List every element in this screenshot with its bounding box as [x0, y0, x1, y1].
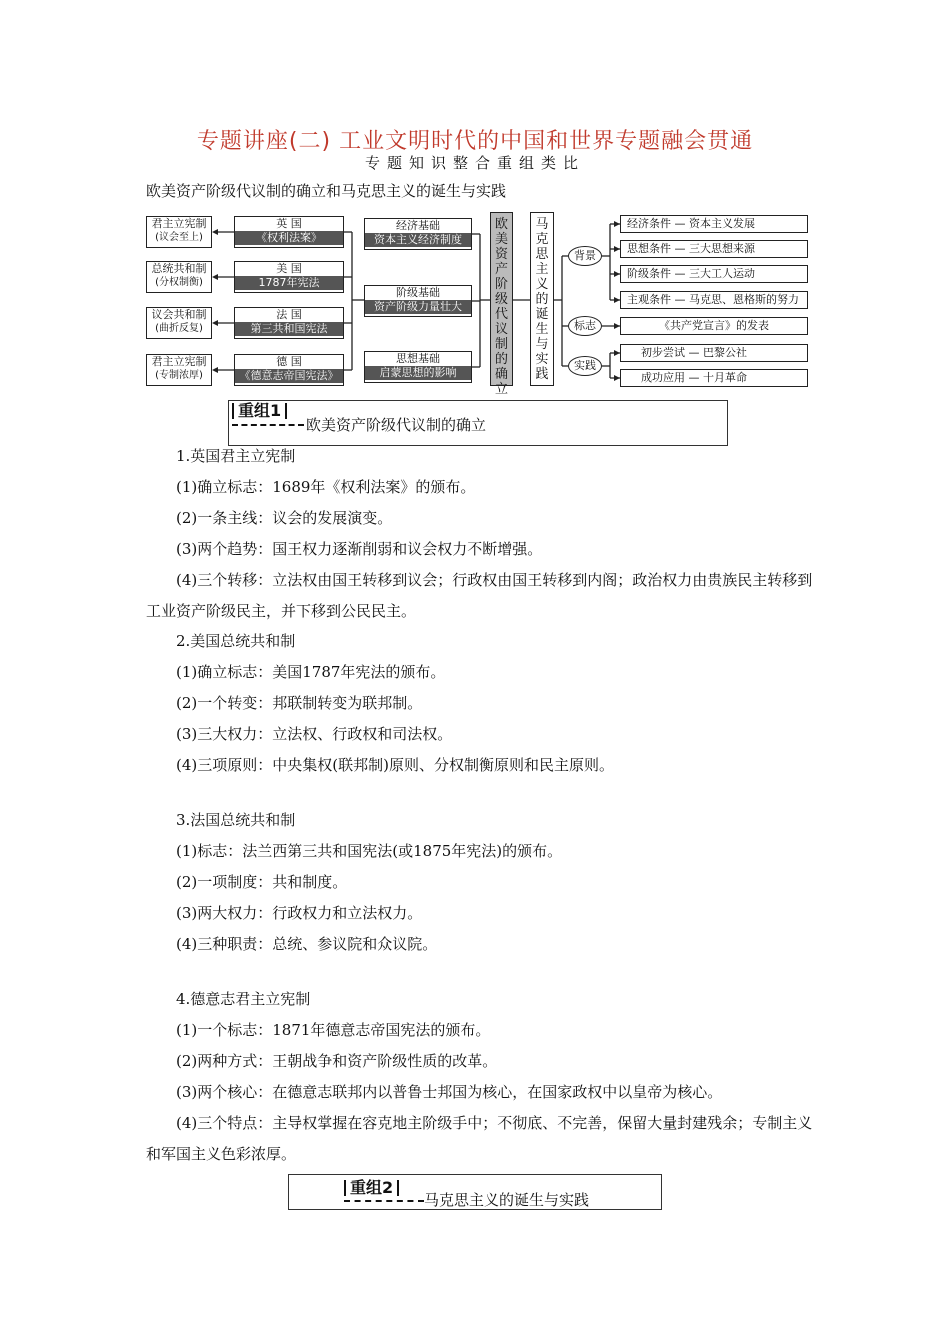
country-document: 1787年宪法: [235, 276, 343, 290]
center-label: 马克思主义的诞生与实践: [535, 217, 549, 382]
system-label: 君主立宪制: [151, 217, 207, 230]
section2-item-4: (4)三项原则：中央集权(联邦制)原则、分权制衡原则和民主原则。: [176, 756, 614, 774]
section1-item-2: (2)一条主线：议会的发展演变。: [176, 509, 393, 527]
country-box-usa: [234, 261, 344, 293]
system-note: (分权制衡): [155, 277, 203, 288]
background-item-class: 阶级条件 — 三大工人运动: [620, 265, 808, 283]
sign-item: 《共产党宣言》的发表: [620, 317, 808, 335]
system-label: 总统共和制: [151, 262, 207, 275]
oval-sign: 标志: [568, 316, 602, 336]
center-representative-system: [490, 212, 513, 397]
country-box-britain: [234, 216, 344, 248]
page-subtitle: 专题知识整合重组类比: [364, 154, 585, 172]
oval-background: 背景: [568, 246, 602, 266]
system-box-germany: [146, 354, 212, 386]
center-label: 欧美资产阶级代议制的确立: [495, 217, 509, 397]
country-box-france: [234, 307, 344, 339]
group1-dash: [232, 424, 304, 426]
practice-item-first: 初步尝试 — 巴黎公社: [620, 344, 808, 362]
section4-item-1: (1)一个标志：1871年德意志帝国宪法的颁布。: [176, 1021, 491, 1039]
country-name: 法 国: [276, 308, 302, 321]
section2-item-2: (2)一个转变：邦联制转变为联邦制。: [176, 694, 423, 712]
background-item-economic: 经济条件 — 资本主义发展: [620, 215, 808, 233]
diagram-caption: 欧美资产阶级代议制的确立和马克思主义的诞生与实践: [146, 182, 507, 200]
section4-item-3: (3)两个核心：在德意志联邦内以普鲁士邦国为核心，在国家政权中以皇帝为核心。: [176, 1083, 723, 1101]
section4-item-4: (4)三个特点：主导权掌握在容克地主阶级手中；不彻底、不完善，保留大量封建残余；专制主义和军国主义色彩浓厚。: [146, 1114, 813, 1163]
country-name: 德 国: [276, 355, 302, 368]
foundation-detail: 启蒙思想的影响: [365, 366, 471, 380]
oval-practice: 实践: [568, 356, 602, 376]
section3-item-3: (3)两大权力：行政权力和立法权力。: [176, 904, 423, 922]
practice-item-success: 成功应用 — 十月革命: [620, 369, 808, 387]
system-box-britain: [146, 216, 212, 248]
section1-item-1: (1)确立标志：1689年《权利法案》的颁布。: [176, 478, 476, 496]
system-note: (曲折反复): [155, 323, 203, 334]
diagram-connectors: [0, 0, 950, 400]
group1-title: 欧美资产阶级代议制的确立: [306, 416, 487, 434]
system-box-france: [146, 307, 212, 339]
foundation-name: 经济基础: [396, 219, 440, 232]
section3-item-4: (4)三种职责：总统、参议院和众议院。: [176, 935, 438, 953]
section2-item-1: (1)确立标志：美国1787年宪法的颁布。: [176, 663, 446, 681]
system-note: (专制浓厚): [155, 370, 203, 381]
section3-item-1: (1)标志：法兰西第三共和国宪法(或1875年宪法)的颁布。: [176, 842, 563, 860]
background-item-thought: 思想条件 — 三大思想来源: [620, 240, 808, 258]
section3-heading: 3.法国总统共和制: [176, 811, 296, 829]
foundation-economic: [364, 218, 472, 250]
country-document: 第三共和国宪法: [235, 322, 343, 336]
page-title: 专题讲座(二) 工业文明时代的中国和世界专题融会贯通: [196, 129, 754, 154]
group2-dash: [344, 1200, 424, 1202]
section2-item-3: (3)三大权力：立法权、行政权和司法权。: [176, 725, 453, 743]
foundation-name: 思想基础: [396, 352, 440, 365]
section1-heading: 1.英国君主立宪制: [176, 447, 296, 465]
system-note: (议会至上): [155, 232, 203, 243]
section2-heading: 2.美国总统共和制: [176, 632, 296, 650]
country-document: 《权利法案》: [235, 231, 343, 245]
system-label: 议会共和制: [151, 308, 207, 321]
foundation-detail: 资产阶级力量壮大: [365, 300, 471, 314]
system-box-usa: [146, 261, 212, 293]
background-item-subjective: 主观条件 — 马克思、恩格斯的努力: [620, 291, 808, 309]
group1-tag: 重组1: [232, 403, 287, 419]
group2-title: 马克思主义的诞生与实践: [424, 1191, 590, 1209]
country-box-germany: [234, 354, 344, 386]
group2-tag: 重组2: [344, 1180, 399, 1196]
country-document: 《德意志帝国宪法》: [235, 369, 343, 383]
section3-item-2: (2)一项制度：共和制度。: [176, 873, 348, 891]
foundation-class: [364, 285, 472, 317]
foundation-detail: 资本主义经济制度: [365, 233, 471, 247]
country-name: 美 国: [276, 262, 302, 275]
country-name: 英 国: [276, 217, 302, 230]
system-label: 君主立宪制: [151, 355, 207, 368]
section4-heading: 4.德意志君主立宪制: [176, 990, 311, 1008]
center-marxism: [530, 212, 554, 386]
section1-item-4: (4)三个转移：立法权由国王转移到议会；行政权由国王转移到内阁；政治权力由贵族民主转移到工业资产阶级民主，并下移到公民民主。: [146, 571, 813, 620]
foundation-name: 阶级基础: [396, 286, 440, 299]
section1-item-3: (3)两个趋势：国王权力逐渐削弱和议会权力不断增强。: [176, 540, 543, 558]
foundation-thought: [364, 351, 472, 383]
section4-item-2: (2)两种方式：王朝战争和资产阶级性质的改革。: [176, 1052, 498, 1070]
